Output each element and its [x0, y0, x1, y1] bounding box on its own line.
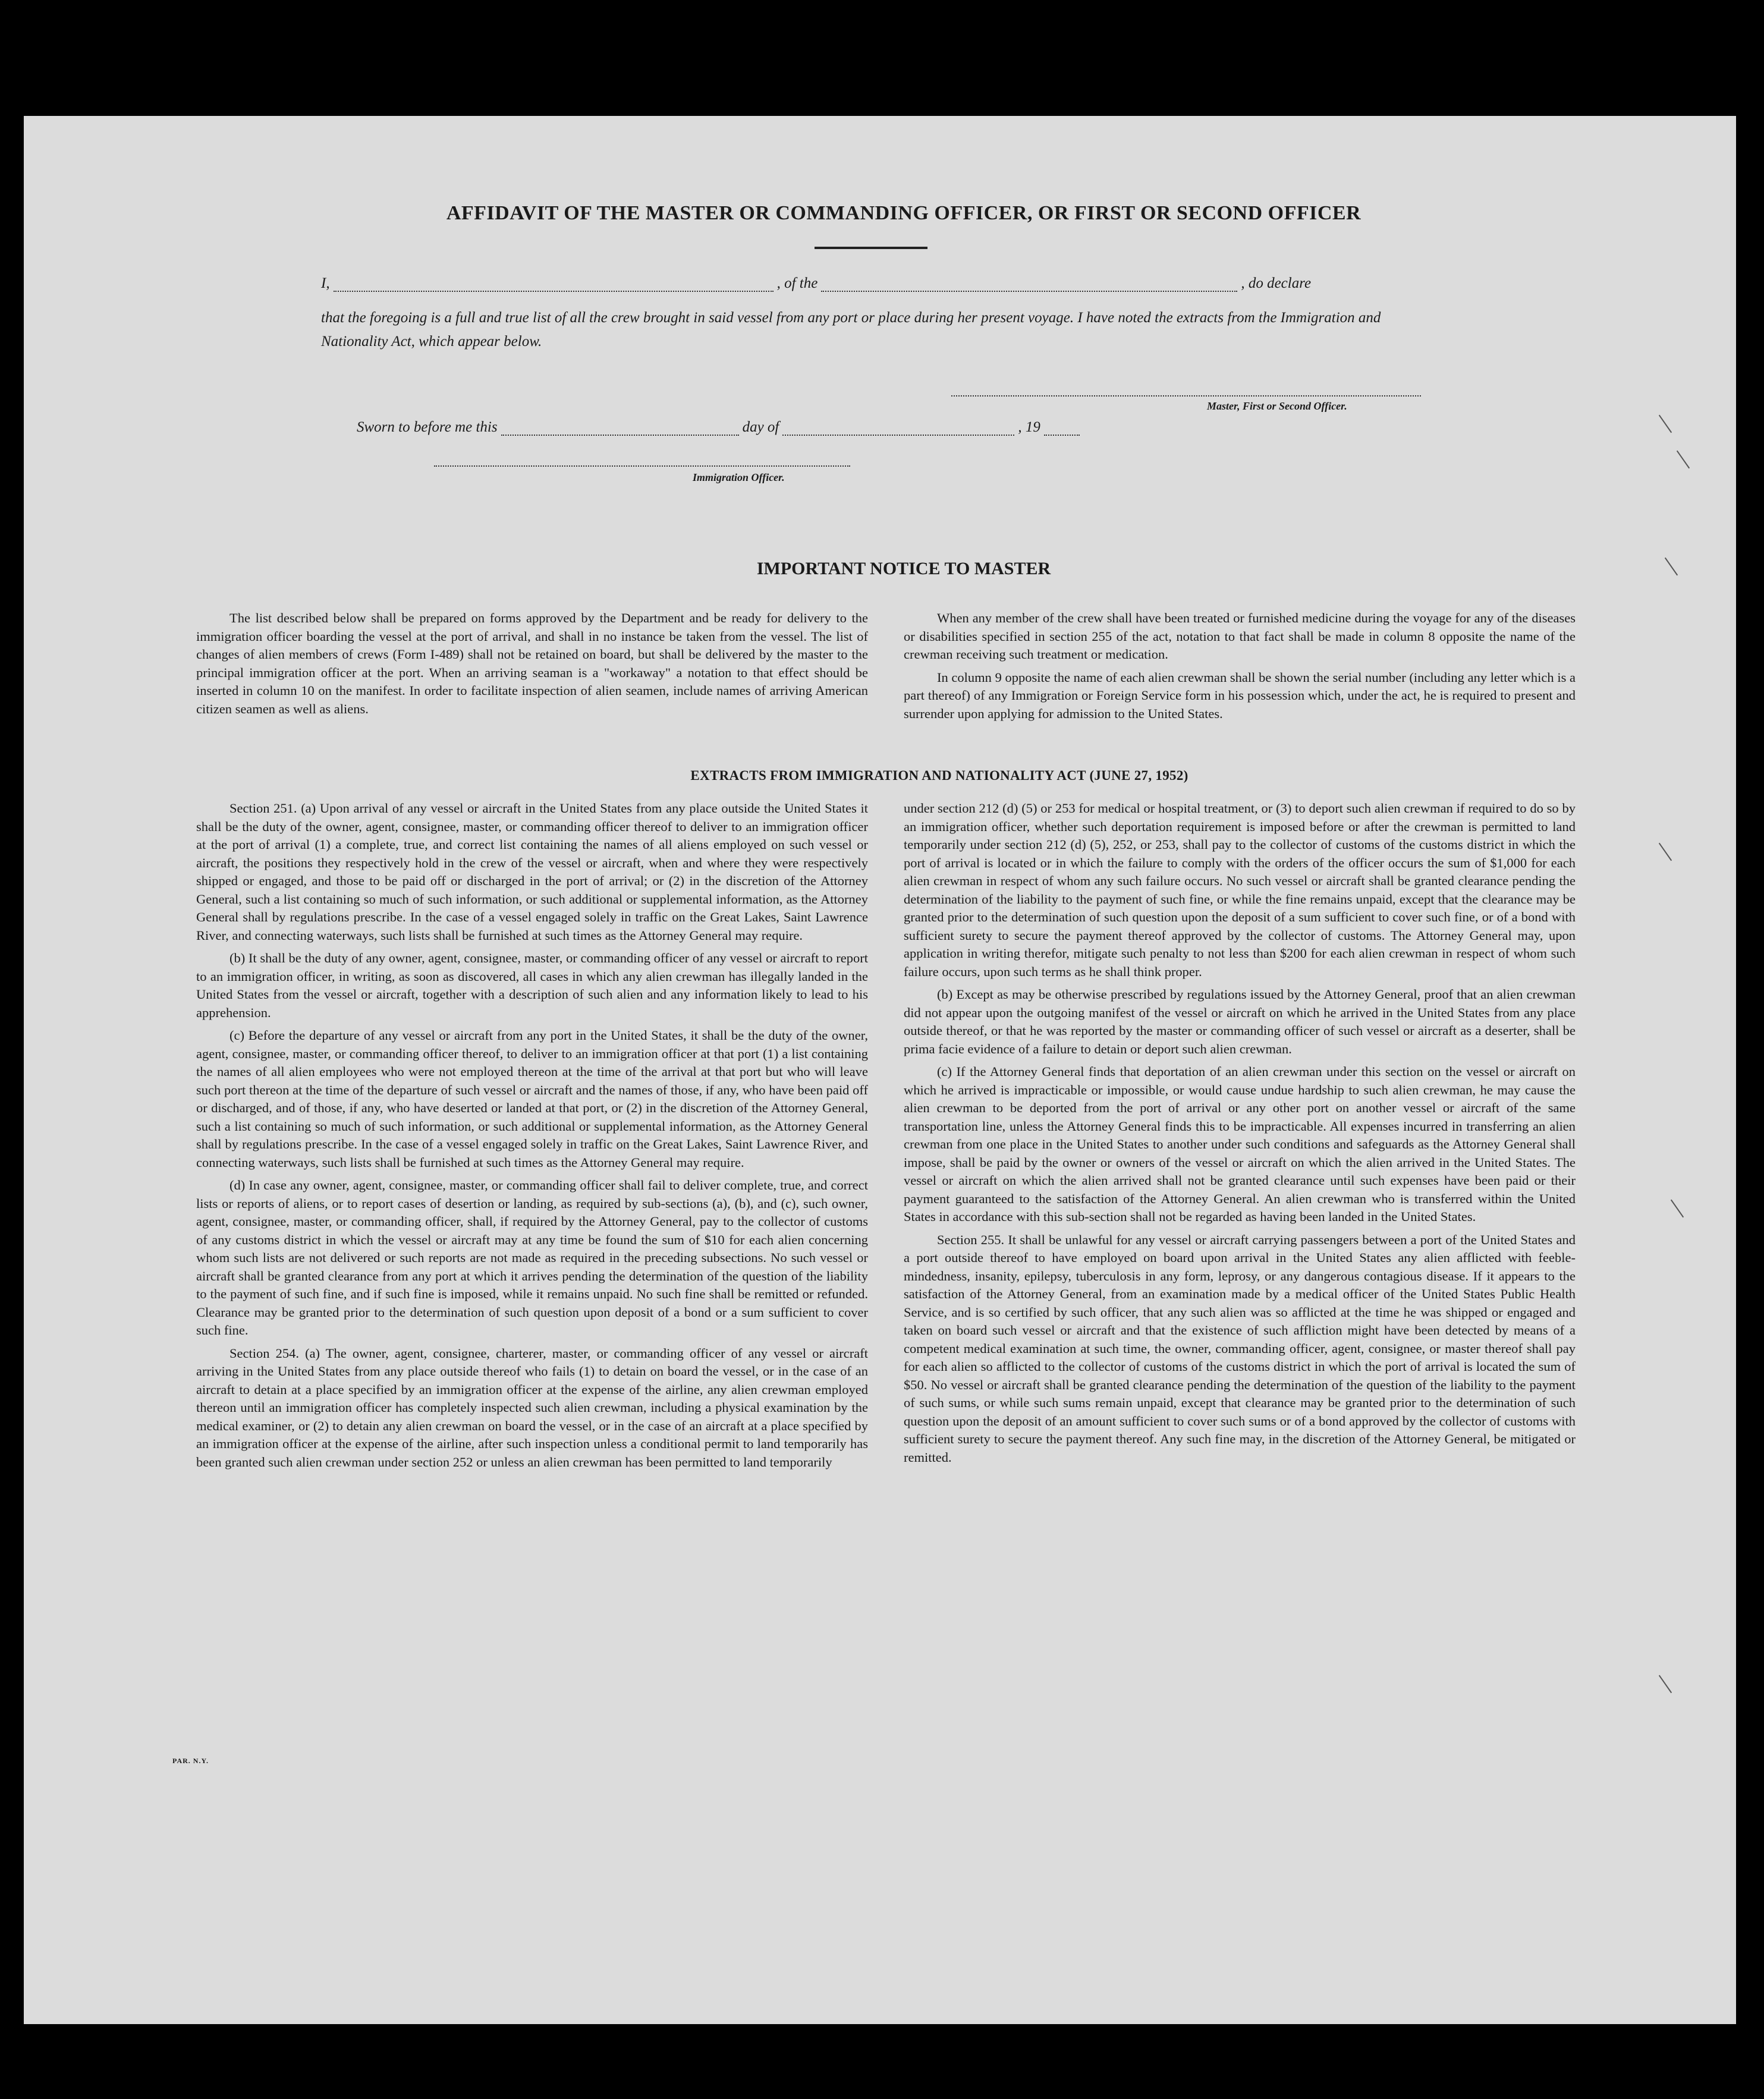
- of-the-label: , of the: [776, 275, 818, 291]
- margin-mark: [1677, 451, 1690, 469]
- extract-paragraph: (c) Before the departure of any vessel or aircraft from any port in the United States, it shall be the duty of the owner, agent, consignee, master, or commanding officer thereof, to deliver to an immigration officer at that port (1) a list containing the names of all alien employees who were not employed thereon at the time of the arrival at that port but who will leave such port thereon at the time of the departure of such vessel or aircraft and the names of those, if any, who have been paid off or discharged, and of those, if any, who have deserted or landed at that port, or (2) in the discretion of the Attorney General, such a list containing so much of such information, or such additional or supplemental information, as the Attorney General shall by regulations prescribe. In the case of a vessel engaged solely in traffic on the Great Lakes, Saint Lawrence River, and connecting waterways, such lists shall be furnished at such times as the Attorney General may require.: [196, 1028, 868, 1170]
- name-field[interactable]: [334, 280, 773, 292]
- affidavit-title: AFFIDAVIT OF THE MASTER OR COMMANDING OFFICER, OR FIRST OR SECOND OFFICER: [446, 202, 1361, 224]
- notice-title: IMPORTANT NOTICE TO MASTER: [756, 559, 1051, 578]
- sworn-month-field[interactable]: [782, 424, 1014, 436]
- master-signature-line[interactable]: [951, 395, 1421, 396]
- affidavit-statement: that the foregoing is a full and true list of all the crew brought in said vessel from any port or place during her present voyage. I have noted the extracts from the Immigration and Nationality Act, which appear below.: [321, 310, 1381, 350]
- sworn-day-field[interactable]: [501, 424, 739, 436]
- extract-paragraph: (b) It shall be the duty of any owner, agent, consignee, master, or commanding officer of any vessel or aircraft to report to an immigration officer, in writing, as soon as discovered, all cases in which any alien crewman has illegally landed in the United States from the vessel or aircraft, together with a description of such alien and any information likely to lead to his apprehension.: [196, 951, 868, 1020]
- sworn-line: [357, 419, 1189, 436]
- immigration-caption: Immigration Officer.: [693, 471, 785, 483]
- margin-mark: [1659, 843, 1672, 861]
- sworn-year-field[interactable]: [1044, 424, 1080, 436]
- form-sheet: [24, 116, 1736, 2024]
- master-caption: Master, First or Second Officer.: [1207, 400, 1347, 412]
- extract-paragraph: Section 255. It shall be unlawful for any vessel or aircraft carrying passengers between a port of the United States and a port outside thereof to have employed on board upon arrival in the United States any alien afflicted with feeble-mindedness, insanity, epilepsy, tuberculosis in any form, leprosy, or any dangerous contagious disease. If it appears to the satisfaction of the Attorney General, from an examination made by a medical officer of the United States Public Health Service, and is so certified by such officer, that any such alien was so afflicted at the time he was shipped or engaged and taken on board such vessel or aircraft and that the existence of such affliction might have been detected by means of a competent medical examination at such time, the owner, commanding officer, agent, consignee, or master thereof shall pay for each alien so afflicted to the collector of customs of the customs district in which the port of arrival is located the sum of $50. No vessel or aircraft shall be granted clearance pending the determination of the question of the liability to the payment of such sums, or while such sums remain unpaid, except that clearance may be granted prior to the determination of such question upon the deposit of an amount sufficient to cover such sums or of a bond approved by the collector of customs with sufficient surety to secure the payment thereof. Any such fine may, in the discretion of the Attorney General, be mitigated or remitted.: [904, 1232, 1576, 1465]
- notice-right-paragraph-1: When any member of the crew shall have been treated or furnished medicine during the voyage for any of the diseases or disabilities specified in section 255 of the act, notation to that fact shall be made in column 8 opposite the name of the crewman receiving such treatment or medication.: [904, 610, 1576, 662]
- day-of-label: day of: [742, 419, 779, 435]
- notice-left-column: [196, 609, 868, 723]
- extract-paragraph: (b) Except as may be otherwise prescribed by regulations issued by the Attorney General, proof that an alien crewman did not appear upon the outgoing manifest of the vessel or aircraft on which he arrived in the United States from any place outside thereof, or that he was reported by the master or commanding officer of such vessel or aircraft as a deserter, shall be prima facie evidence of a failure to detain or deport such alien crewman.: [904, 987, 1576, 1056]
- extract-paragraph: (c) If the Attorney General finds that deportation of an alien crewman under this section on the vessel or aircraft on which he arrived is impracticable or impossible, or would cause undue hardship to such alien crewman, he may cause the alien crewman to be deported from the port of arrival or any other port on another vessel or aircraft of the same transportation line, unless the Attorney General finds this to be impracticable. All expenses incurred in transferring an alien crewman from one place in the United States to another under such conditions and safeguards as the Attorney General shall impose, shall be paid by the owner or owners of the vessel or aircraft on which the alien arrived in the United States. The vessel or aircraft on which the alien arrived shall not be granted clearance until such expenses have been paid or their payment guaranteed to the satisfaction of the Attorney General. An alien crewman who is transferred within the United States in accordance with this sub-section shall not be regarded as having been landed in the United States.: [904, 1064, 1576, 1224]
- extract-paragraph: Section 254. (a) The owner, agent, consignee, charterer, master, or commanding officer of any vessel or aircraft arriving in the United States from any place outside thereof who fails (1) to detain on board the vessel, or in the case of an aircraft to detain at a place specified by an immigration officer at the expense of the airline, any alien crewman employed thereon until an immigration officer has completely inspected such alien crewman, including a physical examination by the medical examiner, or (2) to detain any alien crewman on board the vessel, or in the case of an aircraft at a place specified by an immigration officer at the expense of the airline, after such inspection unless a conditional permit to land temporarily has been granted such alien crewman under section 252 or unless an alien crewman has been permitted to land temporarily: [196, 1345, 868, 1469]
- do-declare-label: , do declare: [1241, 275, 1312, 291]
- extracts-title: EXTRACTS FROM IMMIGRATION AND NATIONALITY ACT (JUNE 27, 1952): [690, 768, 1188, 783]
- margin-mark: [1659, 1675, 1672, 1694]
- margin-mark: [1665, 558, 1678, 576]
- year-label: , 19: [1018, 419, 1040, 435]
- notice-right-paragraph-2: In column 9 opposite the name of each alien crewman shall be shown the serial number (including any letter which is a part thereof) of any Immigration or Foreign Service form in his possession which, under the act, he is required to present and surrender upon applying for admission to the United States.: [904, 669, 1576, 721]
- vessel-field[interactable]: [821, 280, 1237, 292]
- margin-mark: [1671, 1200, 1684, 1218]
- extract-paragraph: under section 212 (d) (5) or 253 for medical or hospital treatment, or (3) to deport such alien crewman if required to do so by an immigration officer, whether such deportation requirement is imposed before or after the crewman is permitted to land temporarily under section 212 (d) (5), 252, or 253, shall pay to the collector of customs of the customs district in which the port of arrival is located or in which the failure to comply with the orders of the officer occurs the sum of $1,000 for each alien crewman in respect of whom any such failure occurs. No such vessel or aircraft shall be granted clearance pending the determination of the liability to the payment of such fine, or while the fine remains unpaid, except that the clearance may be granted prior to the determination of such question upon the deposit of a sum sufficient to cover such fine, or of a bond with sufficient surety to secure the payment thereof approved by the collector of customs. The Attorney General may, upon application in writing therefor, mitigate such penalty to not less than $200 for each alien crewman in respect of whom such failure occurs, upon such terms as he shall think proper.: [904, 801, 1576, 979]
- notice-right-column: [904, 609, 1576, 728]
- extracts-left-column: [196, 800, 868, 1476]
- sworn-label: Sworn to before me this: [357, 419, 498, 435]
- extracts-right-column: [904, 800, 1576, 1471]
- declare-i-label: I,: [321, 275, 330, 291]
- notice-left-paragraph: The list described below shall be prepared on forms approved by the Department and be ready for delivery to the immigration officer boarding the vessel at the port of arrival, and shall in no instance be taken from the vessel. The list of changes of alien members of crews (Form I-489) shall not be retained on board, but shall be delivered by the master to the principal immigration officer at the port. When an arriving seaman is a "workaway" a notation to that effect should be inserted in column 10 on the manifest. In order to facilitate inspection of alien seamen, include names of arriving American citizen seamen as well as aliens.: [196, 610, 868, 716]
- declaration-line: [321, 275, 1451, 292]
- printer-mark: PAR. N.Y.: [172, 1757, 209, 1765]
- extract-paragraph: Section 251. (a) Upon arrival of any vessel or aircraft in the United States from any place outside the United States it shall be the duty of the owner, agent, consignee, master, or commanding officer thereof to deliver to an immigration officer at the port of arrival (1) a complete, true, and correct list containing the names of all aliens employed on such vessel or aircraft, the positions they respectively hold in the crew of the vessel or aircraft, when and where they were respectively shipped or engaged, and those to be paid off or discharged in the port of arrival; or (2) in the discretion of the Attorney General, such a list containing so much of such information, or such additional or supplemental information, as the Attorney General shall by regulations prescribe. In the case of a vessel engaged solely in traffic on the Great Lakes, Saint Lawrence River, and connecting waterways, such lists shall be furnished at such times as the Attorney General may require.: [196, 801, 868, 943]
- immigration-signature-line[interactable]: [434, 465, 850, 467]
- margin-mark: [1659, 415, 1672, 433]
- extract-paragraph: (d) In case any owner, agent, consignee, master, or commanding officer shall fail to deliver complete, true, and correct lists or reports of aliens, or to report cases of desertion or landing, as required by sub-sections (a), (b), and (c), such owner, agent, consignee, master, or commanding officer, shall, if required by the Attorney General, pay to the collector of customs of any customs district in which the vessel or aircraft may at any time be found the sum of $10 for each alien concerning whom such lists are not delivered or such reports are not made as required in the preceding subsections. No such vessel or aircraft shall be granted clearance from any port at which it arrives pending the determination of the question of the liability to the payment of such fine, and if such fine is imposed, while it remains unpaid. No such fine shall be remitted or refunded. Clearance may be granted prior to the determination of such question upon deposit of a bond or a sum sufficient to cover such fine.: [196, 1178, 868, 1338]
- title-rule: [815, 247, 927, 249]
